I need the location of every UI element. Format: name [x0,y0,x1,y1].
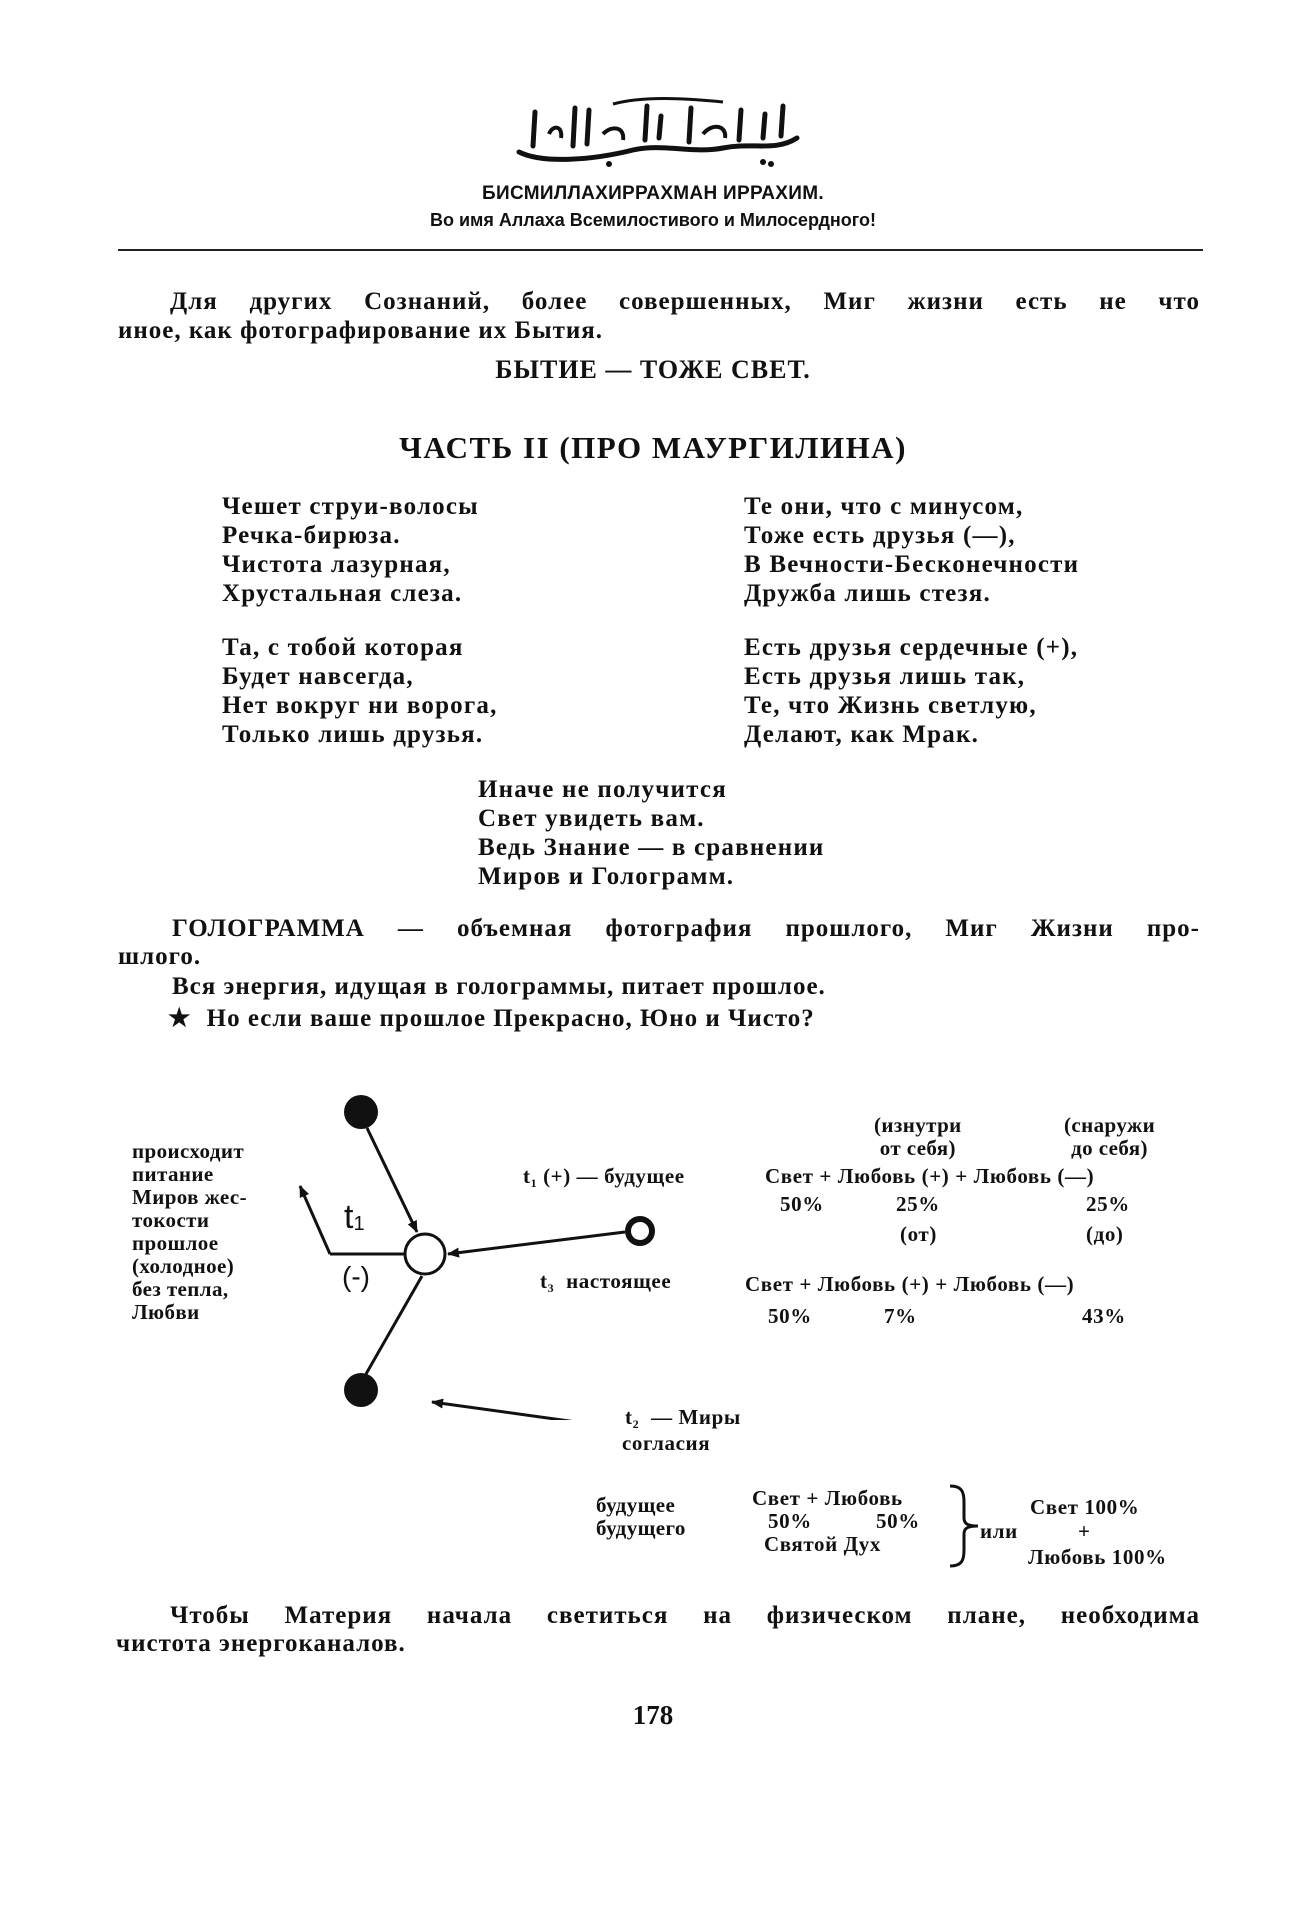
col-header-inside: (изнутри от себя) [874,1113,962,1160]
poem-line: Будет навсегда, [222,663,414,690]
poem-left-stanza-2 [222,633,498,749]
t3-pct-love-plus: 7% [884,1304,917,1328]
closing-line-1: Чтобы Материя начала светиться на физическом плане, необходима [170,1602,1200,1629]
t1-from: (от) [900,1222,937,1246]
header-divider [118,249,1203,251]
poem-line: Ведь Знание — в сравнении [478,834,825,861]
present-node [405,1234,445,1274]
page-number: 178 [632,1700,674,1730]
t1-label: $t_1$ (+) — будущее [523,1164,685,1190]
future-pct-1: 50% [768,1509,812,1533]
arabic-calligraphy-bismillah [513,94,803,172]
poem-line: Свет увидеть вам. [478,805,705,832]
intro-heading: БЫТИЕ — ТОЖЕ СВЕТ. [495,355,811,384]
closing-line-2: чистота энергоканалов. [116,1630,406,1657]
t2-label: $t_2$ — Миры [625,1405,741,1431]
future-line-3: Святой Дух [764,1532,881,1556]
or-label: или [980,1519,1018,1543]
t1-formula: Свет + Любовь (+) + Любовь (—) [765,1164,1095,1188]
line-from-past [366,1276,422,1374]
t3-label: $t_3$ настоящее [540,1269,672,1295]
arrow-from-t2 [432,1402,598,1420]
poem-line: Чешет струи-волосы [222,493,479,520]
intro-line-1: Для других Сознаний, более совершенных, Миг жизни есть не что [170,288,1200,315]
arrow-from-t1 [448,1232,625,1254]
poem-line: Те они, что с минусом, [744,493,1024,520]
poem-line: Миров и Голограмм. [478,863,735,890]
future-of-future-label: будущее будущего [596,1493,686,1540]
past-world-dot [344,1373,378,1407]
intro-line-2: иное, как фотографирование их Бытия. [118,317,604,344]
poem-right-stanza-1 [744,492,1079,608]
hologram-line-1: ГОЛОГРАММА — объемная фотография прошлого, Миг Жизни про- [172,915,1200,942]
poem-line: Делают, как Мрак. [744,721,980,748]
t1-to: (до) [1086,1222,1124,1246]
poem-line: Есть друзья лишь так, [744,663,1026,690]
future-world-dot [344,1095,378,1129]
result-love: Любовь 100% [1028,1545,1167,1569]
bismillah-transliteration: БИСМИЛЛАХИРРАХМАН ИРРАХИМ. [482,183,824,204]
hologram-line-3: Вся энергия, идущая в голограммы, питает прошлое. [172,973,826,1000]
source-ring [628,1219,652,1243]
future-pct-2: 50% [876,1509,920,1533]
left-label: происходит питание Миров жес- токости прошлое (холодное) без тепла, Любви [132,1139,248,1324]
t1-pct-light: 50% [780,1192,824,1216]
col-header-outside: (снаружи до себя) [1064,1113,1156,1160]
poem-line: Дружба лишь стезя. [744,580,991,607]
t1-pct-love-plus: 25% [896,1192,940,1216]
bismillah-translation: Во имя Аллаха Всемилостивого и Милосердного! [429,210,877,230]
right-brace [946,1484,982,1568]
arrow-to-cruelty-worlds [300,1186,330,1254]
t2-label-2: согласия [622,1431,711,1455]
poem-line: Нет вокруг ни ворога, [222,692,498,719]
arrow-to-present [367,1128,417,1232]
poem-line: Хрустальная слеза. [222,580,463,607]
hologram-line-4 [168,1003,815,1033]
star-icon: ★ [168,1005,192,1032]
result-plus: + [1078,1519,1091,1543]
hologram-line-2: шлого. [118,943,202,970]
poem-center-stanza [478,775,825,891]
poem-line: Иначе не получится [478,776,727,803]
result-light: Свет 100% [1030,1495,1140,1519]
t3-pct-light: 50% [768,1304,812,1328]
poem-line: Только лишь друзья. [222,721,484,748]
hologram-question: Но если ваше прошлое Прекрасно, Юно и Чисто? [206,1005,815,1032]
poem-line: Те, что Жизнь светлую, [744,692,1037,719]
poem-line: Чистота лазурная, [222,551,451,578]
poem-line: В Вечности-Бесконечности [744,551,1080,578]
poem-line: Тоже есть друзья (—), [744,522,1016,549]
poem-line: Та, с тобой которая [222,634,464,661]
future-line-1: Свет + Любовь [752,1486,903,1510]
poem-line: Речка-бирюза. [222,522,401,549]
t1-pct-love-minus: 25% [1086,1192,1130,1216]
section-title: ЧАСТЬ II (ПРО МАУРГИЛИНА) [399,430,907,465]
poem-line: Есть друзья сердечные (+), [744,634,1079,661]
poem-right-stanza-2 [744,633,1078,749]
handwritten-t1: $t_1$ [344,1198,365,1236]
t3-formula: Свет + Любовь (+) + Любовь (—) [745,1272,1075,1296]
handwritten-minus: (-) [342,1261,370,1292]
poem-left-stanza-1 [222,492,479,608]
t3-pct-love-minus: 43% [1082,1304,1126,1328]
